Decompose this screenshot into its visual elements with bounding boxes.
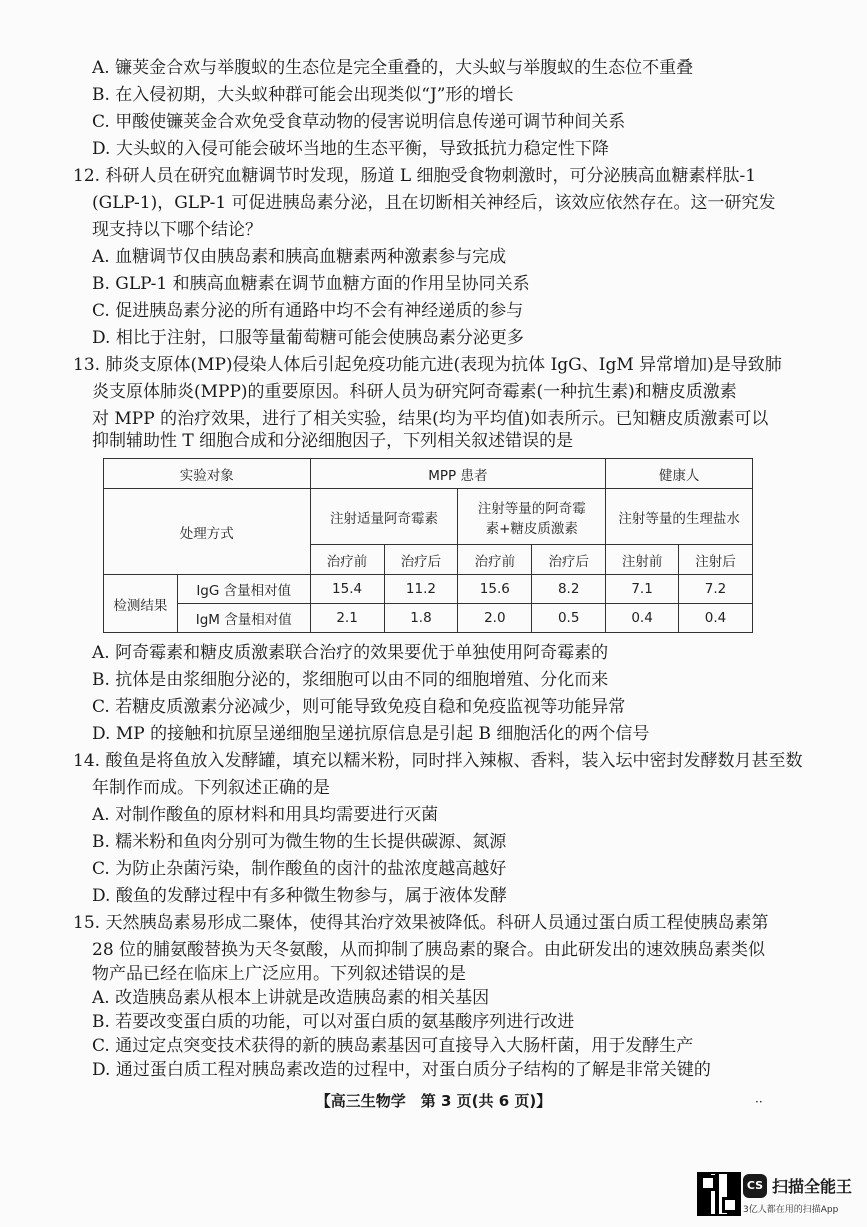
- table-cell: 11.2: [384, 575, 458, 604]
- q14-option-c: C. 为防止杂菌污染，制作酸鱼的卤汁的盐浓度越高越好: [92, 859, 507, 879]
- qr-code-icon: [697, 1172, 741, 1216]
- result-label: 检测结果: [104, 575, 178, 633]
- q13-option-c: C. 若糖皮质激素分泌减少，则可能导致免疫自稳和免疫监视等功能异常: [92, 697, 626, 717]
- table-row: [104, 604, 753, 633]
- table-cell: 1.8: [384, 604, 458, 633]
- q12-option-a: A. 血糖调节仅由胰岛素和胰高血糖素两种激素参与完成: [92, 247, 507, 267]
- camscanner-logo-icon: CS: [743, 1174, 767, 1198]
- col-after: 治疗后: [532, 545, 606, 575]
- q15-stem-line: 15. 天然胰岛素易形成二聚体，使得其治疗效果被降低。科研人员通过蛋白质工程使胰岛素第: [73, 913, 769, 933]
- q11-option-d: D. 大头蚁的入侵可能会破坏当地的生态平衡，导致抵抗力稳定性下降: [92, 139, 609, 159]
- treatment-combined-line1: 注射等量的阿奇霉: [477, 500, 586, 517]
- q13-option-d: D. MP 的接触和抗原呈递细胞呈递抗原信息是引起 B 细胞活化的两个信号: [92, 724, 650, 744]
- table-cell: 15.6: [458, 575, 532, 604]
- q12-option-d: D. 相比于注射，口服等量葡萄糖可能会使胰岛素分泌更多: [92, 328, 524, 348]
- q11-option-a: A. 镰荚金合欢与举腹蚁的生态位是完全重叠的，大头蚁与举腹蚁的生态位不重叠: [92, 58, 694, 78]
- footer-dots: ··: [755, 1095, 763, 1109]
- scanner-brand-name: 扫描全能王: [772, 1177, 853, 1196]
- table-cell: 7.2: [679, 575, 753, 604]
- q12-stem-line: 现支持以下哪个结论？: [92, 220, 262, 240]
- table-row: [104, 575, 753, 604]
- row-label: IgM 含量相对值: [177, 604, 310, 633]
- header-subject: 实验对象: [104, 459, 311, 489]
- table-cell: 2.1: [310, 604, 384, 633]
- q11-option-c: C. 甲酸使镰荚金合欢免受食草动物的侵害说明信息传递可调节种间关系: [92, 112, 626, 132]
- row-label: IgG 含量相对值: [177, 575, 310, 604]
- col-before: 治疗前: [310, 545, 384, 575]
- treatment-azithromycin: 注射适量阿奇霉素: [310, 489, 458, 545]
- scanner-tagline: 3亿人都在用的扫描App: [743, 1205, 839, 1215]
- results-table: [103, 458, 753, 633]
- q12-stem-line: 12. 科研人员在研究血糖调节时发现，肠道 L 细胞受食物刺激时，可分泌胰高血糖素样肽-1: [73, 166, 757, 186]
- treatment-combined-line2: 素+糖皮质激素: [485, 520, 578, 537]
- table-cell: 2.0: [458, 604, 532, 633]
- table-cell: 7.1: [606, 575, 679, 604]
- col-inj-before: 注射前: [606, 545, 679, 575]
- page-footer: 【高三生物学 第 3 页(共 6 页)】: [315, 1092, 552, 1110]
- q15-option-c: C. 通过定点突变技术获得的新的胰岛素基因可直接导入大肠杆菌，用于发酵生产: [92, 1036, 694, 1056]
- q13-stem-line: 对 MPP 的治疗效果，进行了相关实验，结果(均为平均值)如表所示。已知糖皮质激素可以: [92, 409, 769, 429]
- q15-option-d: D. 通过蛋白质工程对胰岛素改造的过程中，对蛋白质分子结构的了解是非常关键的: [92, 1060, 711, 1080]
- q15-option-a: A. 改造胰岛素从根本上讲就是改造胰岛素的相关基因: [92, 988, 490, 1008]
- q12-option-b: B. GLP-1 和胰高血糖素在调节血糖方面的作用呈协同关系: [92, 274, 530, 294]
- q14-option-d: D. 酸鱼的发酵过程中有多种微生物参与，属于液体发酵: [92, 886, 507, 906]
- q13-option-a: A. 阿奇霉素和糖皮质激素联合治疗的效果要优于单独使用阿奇霉素的: [92, 643, 609, 663]
- q14-stem-line: 14. 酸鱼是将鱼放入发酵罐，填充以糯米粉，同时拌入辣椒、香料，装入坛中密封发酵数月甚至数: [73, 751, 803, 771]
- header-treatment: 处理方式: [104, 489, 311, 575]
- treatment-saline: 注射等量的生理盐水: [606, 489, 753, 545]
- q14-stem-line: 年制作而成。下列叙述正确的是: [92, 778, 330, 798]
- q15-stem-line: 物产品已经在临床上广泛应用。下列叙述错误的是: [92, 964, 466, 984]
- q14-option-a: A. 对制作酸鱼的原材料和用具均需要进行灭菌: [92, 805, 439, 825]
- table-cell: 0.4: [679, 604, 753, 633]
- q12-option-c: C. 促进胰岛素分泌的所有通路中均不会有神经递质的参与: [92, 301, 524, 321]
- q15-option-b: B. 若要改变蛋白质的功能，可以对蛋白质的氨基酸序列进行改进: [92, 1012, 575, 1032]
- table-cell: 8.2: [532, 575, 606, 604]
- col-inj-after: 注射后: [679, 545, 753, 575]
- col-after: 治疗后: [384, 545, 458, 575]
- table-cell: 15.4: [310, 575, 384, 604]
- q12-stem-line: (GLP-1)，GLP-1 可促进胰岛素分泌，且在切断相关神经后，该效应依然存在。这一研究发: [92, 193, 776, 213]
- header-healthy: 健康人: [606, 459, 753, 489]
- q15-stem-line: 28 位的脯氨酸替换为天冬氨酸，从而抑制了胰岛素的聚合。由此研发出的速效胰岛素类似: [92, 940, 766, 960]
- table-cell: 0.4: [606, 604, 679, 633]
- q14-option-b: B. 糯米粉和鱼肉分别可为微生物的生长提供碳源、氮源: [92, 832, 507, 852]
- header-mpp: MPP 患者: [310, 459, 606, 489]
- q11-option-b: B. 在入侵初期，大头蚁种群可能会出现类似“J”形的增长: [92, 85, 514, 105]
- table-cell: 0.5: [532, 604, 606, 633]
- col-before: 治疗前: [458, 545, 532, 575]
- q13-stem-line: 抑制辅助性 T 细胞合成和分泌细胞因子，下列相关叙述错误的是: [92, 431, 574, 451]
- treatment-combined: [458, 489, 606, 545]
- q13-stem-line: 13. 肺炎支原体(MP)侵染人体后引起免疫功能亢进(表现为抗体 IgG、IgM 异常增加)是导致肺: [73, 355, 782, 375]
- q13-stem-line: 炎支原体肺炎(MPP)的重要原因。科研人员为研究阿奇霉素(一种抗生素)和糖皮质激素: [92, 382, 737, 402]
- q13-option-b: B. 抗体是由浆细胞分泌的，浆细胞可以由不同的细胞增殖、分化而来: [92, 670, 609, 690]
